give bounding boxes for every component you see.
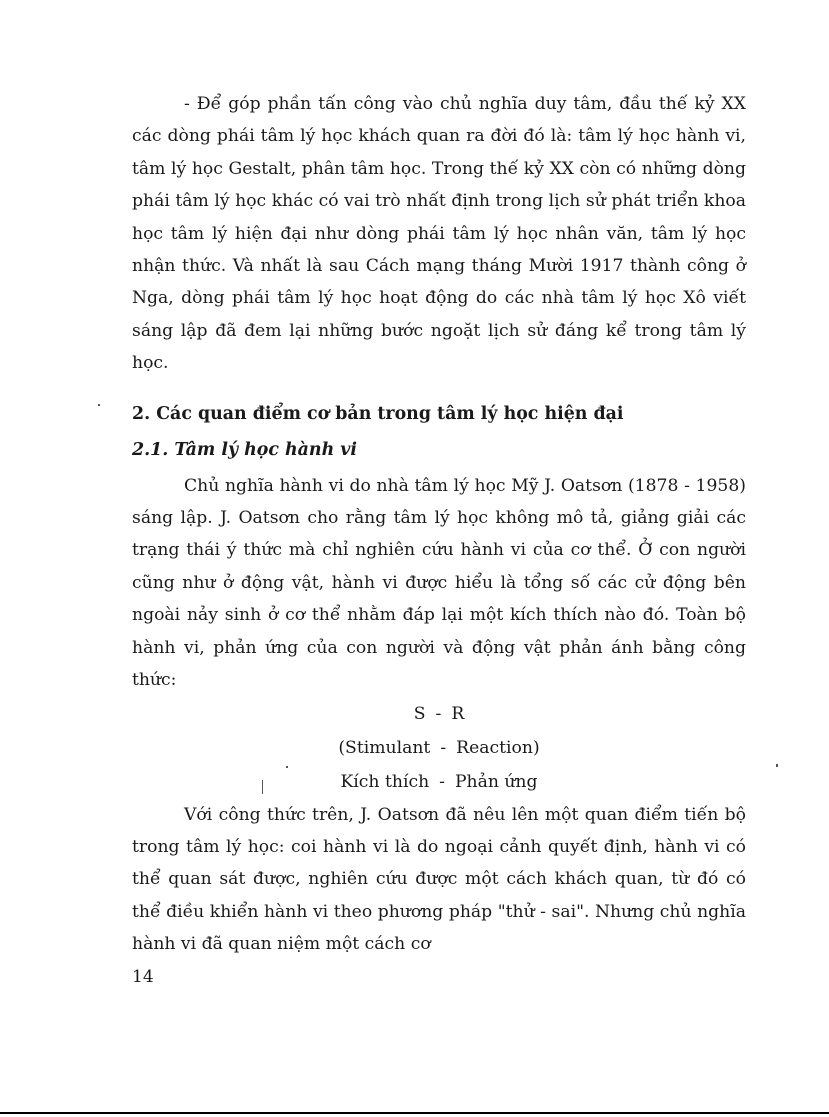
formula-separator: - [435,703,442,724]
scan-speck [262,780,263,794]
formula-line-english [132,731,746,765]
formula-response-symbol: R [451,703,465,724]
formula-phan-ung-label: Phản ứng [454,771,538,792]
intro-paragraph: - Để góp phần tấn công vào chủ nghĩa duy tâm, đầu thế kỷ XX các dòng phái tâm lý học khách quan ra đời đó là: tâm lý học hành vi, tâm lý học Gestalt, phân tâm học. Trong thế kỷ XX còn có những dòng phái tâm lý học khác có vai trò nhất định trong lịch sử phát triển khoa học tâm lý hiện đại như dòng phái tâm lý học nhân văn, tâm lý học nhận thức. Và nhất là sau Cách mạng tháng Mười 1917 thành công ở Nga, dòng phái tâm lý học hoạt động do các nhà tâm lý học Xô viết sáng lập đã đem lại những bước ngoặt lịch sử đáng kể trong tâm lý học. [132,94,746,374]
formula-stimulant-label: (Stimulant [338,737,431,758]
formula-line-vietnamese [132,765,746,799]
formula-stimulus-symbol: S [413,703,426,724]
subsection-heading: 2.1. Tâm lý học hành vi [132,439,357,460]
formula-separator: - [439,771,445,792]
page-content [132,88,746,993]
formula-separator: - [440,737,447,758]
scan-speck [286,766,288,768]
behaviorism-paragraph: Chủ nghĩa hành vi do nhà tâm lý học Mỹ J. Oatsơn (1878 - 1958) sáng lập. J. Oatsơn cho rằng tâm lý học không mô tả, giảng giải các trạng thái ý thức mà chỉ nghiên cứu hành vi của cơ thể. Ở con người cũng như ở động vật, hành vi được hiểu là tổng số các cử động bên ngoài nảy sinh ở cơ thể nhằm đáp lại một kích thích nào đó. Toàn bộ hành vi, phản ứng của con người và động vật phản ánh bằng công thức: [132,475,746,691]
conclusion-paragraph: Với công thức trên, J. Oatsơn đã nêu lên một quan điểm tiến bộ trong tâm lý học: coi hành vi là do ngoại cảnh quyết định, hành vi có thể quan sát được, nghiên cứu được một cách khách quan, từ đó có thể điều khiển hành vi theo phương pháp "thử - sai". Nhưng chủ nghĩa hành vi đã quan niệm một cách cơ [132,804,746,955]
formula-line-symbols [132,697,746,731]
bottom-border [0,1112,829,1114]
scan-speck [776,764,778,767]
page-number: 14 [132,966,154,987]
formula-reaction-label: Reaction) [456,737,540,758]
scan-speck [98,404,100,406]
formula-kich-thich-label: Kích thích [340,771,430,792]
section-heading: 2. Các quan điểm cơ bản trong tâm lý học hiện đại [132,403,624,424]
